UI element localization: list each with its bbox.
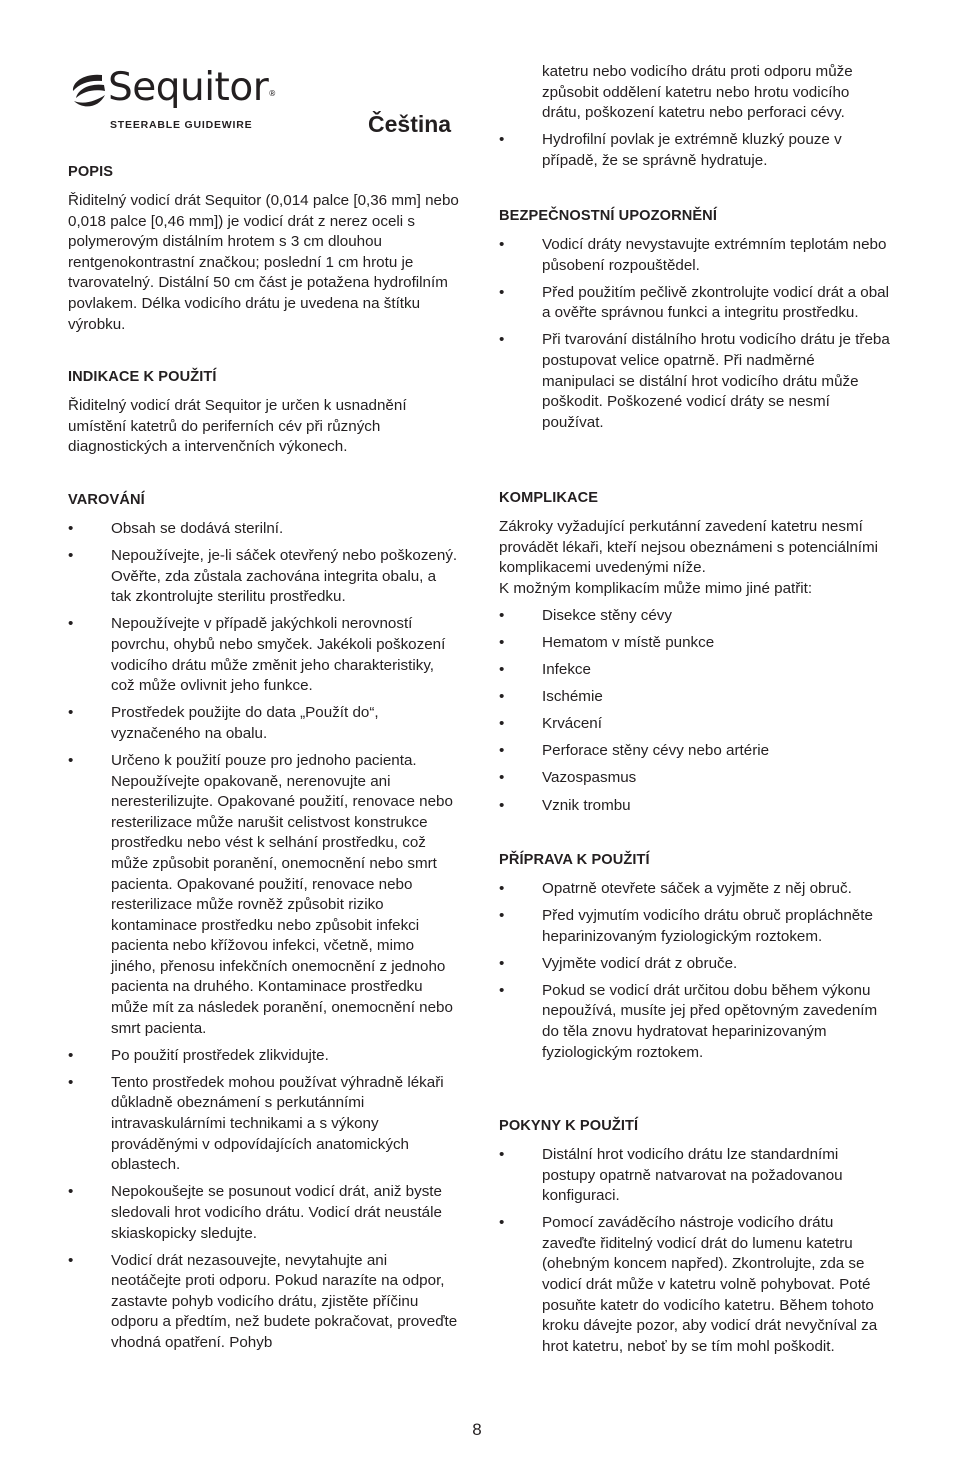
bullet-glyph: • (68, 1251, 74, 1269)
list-item-text: Vodicí drát nezasouvejte, nevytahujte ani neotáčejte proti odporu. Pokud narazíte na odpor, zastavte pohyb vodicího drátu, zjistěte příčinu odporu a předtím, než budete pokračovat, proveďte vhodná opatření. Pohyb (111, 1251, 458, 1351)
section-indikace (68, 367, 460, 458)
bullet-glyph: • (499, 981, 505, 999)
list-item (499, 981, 891, 1063)
bullet-glyph: • (68, 704, 74, 722)
list-item-text: Před použitím pečlivě zkontrolujte vodicí drát a obal a ověřte správnou funkci a integritu prostředku. (542, 283, 889, 322)
section-heading: KOMPLIKACE (499, 490, 599, 506)
bullet-list (499, 1145, 891, 1357)
list-item (68, 1046, 460, 1067)
bullet-glyph: • (68, 615, 74, 633)
list-item (499, 768, 891, 789)
bullet-glyph: • (499, 236, 505, 253)
list-item-text: Při tvarování distálního hrotu vodicího drátu je třeba postupovat velice opatrně. Při nadměrné manipulaci se distální hrot vodicího drátu může poškodit. Poškozené vodicí dráty se nesmí používat. (542, 331, 890, 431)
list-item (499, 687, 891, 708)
section-text: Řiditelný vodicí drát Sequitor (0,014 palce [0,36 mm] nebo 0,018 palce [0,46 mm]) je vodicí drát z nerez oceli s polymerovým distálním hrotem s 3 cm dlouhou rentgenokontrastní značkou; poslední 1 cm hrotu je tvarovatelný. Distální 50 cm část je potažena hydrofilním povlakem. Délka vodicího drátu je uvedena na štítku výrobku. (68, 192, 459, 333)
list-item-text: Hydrofilní povlak je extrémně kluzký pouze v případě, že se správně hydratuje. (542, 131, 842, 169)
list-item-text: Nepoužívejte, je-li sáček otevřený nebo poškozený. Ověřte, zda zůstala zachována integrita obalu, a tak zkontrolujte sterilitu prostředku. (111, 547, 458, 606)
list-item-text: Ischémie (542, 688, 603, 706)
bullet-glyph: • (499, 688, 505, 706)
section-text: Zákroky vyžadující perkutánní zavedení katetru nesmí provádět lékaři, kteří nejsou obeznámeni s potenciálními komplikacemi uvedenými níže. (499, 518, 879, 577)
bullet-glyph: • (499, 1214, 505, 1232)
list-item (68, 1073, 460, 1176)
list-item (68, 546, 460, 608)
list-item-text: Disekce stěny cévy (542, 606, 672, 624)
bullet-list (499, 879, 891, 1063)
bullet-glyph: • (499, 606, 505, 624)
list-item (499, 741, 891, 762)
bullet-glyph: • (499, 131, 505, 149)
list-item (499, 714, 891, 735)
list-item (499, 796, 891, 817)
list-item-text: Hematom v místě punkce (542, 633, 715, 651)
logo-registered-mark: ® (268, 89, 276, 98)
list-item (68, 703, 460, 744)
language-title: Čeština (368, 111, 452, 137)
bullet-glyph: • (499, 661, 505, 679)
list-item (499, 1213, 891, 1357)
section-varovani-continued (499, 62, 891, 178)
bullet-glyph: • (499, 715, 505, 733)
logo-wordmark-text: Sequitor (108, 65, 269, 110)
bullet-glyph: • (499, 880, 505, 897)
list-item (499, 283, 891, 324)
list-item (499, 606, 891, 627)
sequitor-logo (68, 65, 276, 136)
section-heading: POKYNY K POUŽITÍ (499, 1118, 639, 1134)
list-item-text: Vazospasmus (542, 769, 637, 787)
list-item (499, 879, 891, 900)
section-komplikace (499, 488, 891, 823)
bullet-glyph: • (499, 283, 505, 301)
list-item (499, 130, 891, 171)
section-heading: POPIS (68, 164, 114, 180)
list-item-text: Nepokoušejte se posunout vodicí drát, aniž byste sledovali hrot vodicího drátu. Vodicí drát neustále skiaskopicky sledujte. (111, 1183, 442, 1242)
list-item (68, 614, 460, 696)
list-item (499, 633, 891, 654)
bullet-glyph: • (499, 769, 505, 787)
bullet-glyph: • (499, 796, 505, 814)
list-item (499, 1145, 891, 1207)
section-varovani (68, 490, 460, 1360)
list-item-text: Obsah se dodává sterilní. (111, 520, 284, 537)
bullet-glyph: • (68, 1183, 74, 1201)
list-item-text: Prostředek použijte do data „Použít do“, vyznačeného na obalu. (111, 704, 379, 742)
list-item-text: Pomocí zaváděcího nástroje vodicího drátu zaveďte řiditelný vodicí drát do lumenu katetru (ohebným koncem napřed). Zkontrolujte, zda se vodicí drát může v katetru volně pohybovat. Poté posuňte katetr do vodicího katetru. Během tohoto kroku dávejte pozor, aby vodicí drát nevyčníval za hrot katetru, neboť by se tím mohl poškodit. (542, 1214, 878, 1355)
section-bezpecnost (499, 206, 891, 440)
list-item (499, 954, 891, 975)
section-text: Řiditelný vodicí drát Sequitor je určen k usnadnění umístění katetrů do periferních cév při různých diagnostických a intervenčních výkonech. (68, 397, 407, 456)
list-item-text: Vznik trombu (542, 796, 631, 814)
sequitor-logo-icon (68, 71, 108, 111)
bullet-glyph: • (68, 1073, 74, 1091)
logo-tagline: STEERABLE GUIDEWIRE (110, 119, 253, 131)
section-heading: INDIKACE K POUŽITÍ (68, 369, 217, 385)
bullet-glyph: • (499, 1146, 505, 1163)
list-item-text: Určeno k použití pouze pro jednoho pacienta. Nepoužívejte opakovaně, nerenovujte ani neresterilizujte. Opakované použití, renovace nebo resterilizace může narušit celistvost konstrukce prostředku nebo vést k selhání prostředku, což může způsobit poranění, onemocnění nebo smrt pacienta. Opakované použití, renovace nebo resterilizace může rovněž způsobit riziko kontaminace prostředku nebo způsobit infekci pacienta nebo křížovou infekci, včetně, mimo jiného, přenosu infekčních onemocnění z jednoho pacienta na druhého. Kontaminace prostředku může mít za následek poranění, onemocnění nebo smrt pacienta. (111, 751, 453, 1037)
list-item (68, 751, 460, 1039)
list-item (68, 1251, 460, 1354)
continued-text: katetru nebo vodicího drátu proti odporu může způsobit oddělení katetru nebo hrotu vodicího drátu, poškození katetru nebo perforaci cévy. (542, 63, 853, 122)
section-heading: PŘÍPRAVA K POUŽITÍ (499, 852, 650, 868)
list-item (499, 660, 891, 681)
bullet-glyph: • (68, 520, 74, 537)
section-pokyny (499, 1116, 891, 1364)
bullet-list (499, 235, 891, 433)
list-item-text: Před vyjmutím vodicího drátu obruč propláchněte heparinizovaným fyziologickým roztokem. (542, 907, 873, 945)
bullet-list (499, 130, 891, 171)
list-item (499, 906, 891, 947)
bullet-list (499, 606, 891, 816)
list-item-text: Tento prostředek mohou používat výhradně lékaři důkladně obeznámení s perkutánními intravaskulárními technikami a s výkony prováděnými v odpovídajících anatomických oblastech. (111, 1073, 444, 1174)
section-heading: BEZPEČNOSTNÍ UPOZORNĚNÍ (499, 208, 717, 224)
list-item-text: Distální hrot vodicího drátu lze standardními postupy opatrně natvarovat na požadovanou konfiguraci. (542, 1146, 843, 1205)
section-priprava (499, 850, 891, 1070)
list-item-text: Krvácení (542, 715, 602, 733)
bullet-glyph: • (499, 907, 505, 925)
bullet-glyph: • (499, 331, 505, 349)
list-item-text: Perforace stěny cévy nebo artérie (542, 742, 770, 760)
section-text: K možným komplikacím může mimo jiné patřit: (499, 579, 813, 597)
bullet-glyph: • (68, 751, 74, 769)
bullet-glyph: • (68, 547, 74, 565)
list-item-text: Po použití prostředek zlikvidujte. (111, 1046, 329, 1064)
list-item (499, 235, 891, 276)
list-item (499, 330, 891, 433)
bullet-glyph: • (499, 633, 505, 651)
section-popis (68, 162, 460, 335)
bullet-list (68, 519, 460, 1354)
list-item (68, 519, 460, 540)
page-number: 8 (472, 1420, 482, 1439)
list-item-text: Opatrně otevřete sáček a vyjměte z něj obruč. (542, 880, 852, 897)
logo-wordmark (108, 66, 276, 110)
list-item-text: Nepoužívejte v případě jakýchkoli nerovností povrchu, ohybů nebo smyček. Jakékoli poškození vodicího drátu může změnit jeho charakteristiky, což může ovlivnit jeho funkce. (111, 615, 446, 695)
bullet-glyph: • (499, 954, 505, 972)
section-heading: VAROVÁNÍ (68, 492, 145, 508)
list-item-text: Vodicí dráty nevystavujte extrémním teplotám nebo působení rozpouštědel. (542, 236, 887, 274)
list-item (68, 1182, 460, 1244)
bullet-glyph: • (499, 742, 505, 760)
bullet-glyph: • (68, 1046, 74, 1064)
list-item-text: Infekce (542, 661, 591, 679)
list-item-text: Vyjměte vodicí drát z obruče. (542, 954, 738, 972)
list-item-text: Pokud se vodicí drát určitou dobu během výkonu nepoužívá, musíte jej před opětovným zavedením do těla znovu hydratovat heparinizovaným fyziologickým roztokem. (542, 981, 878, 1061)
